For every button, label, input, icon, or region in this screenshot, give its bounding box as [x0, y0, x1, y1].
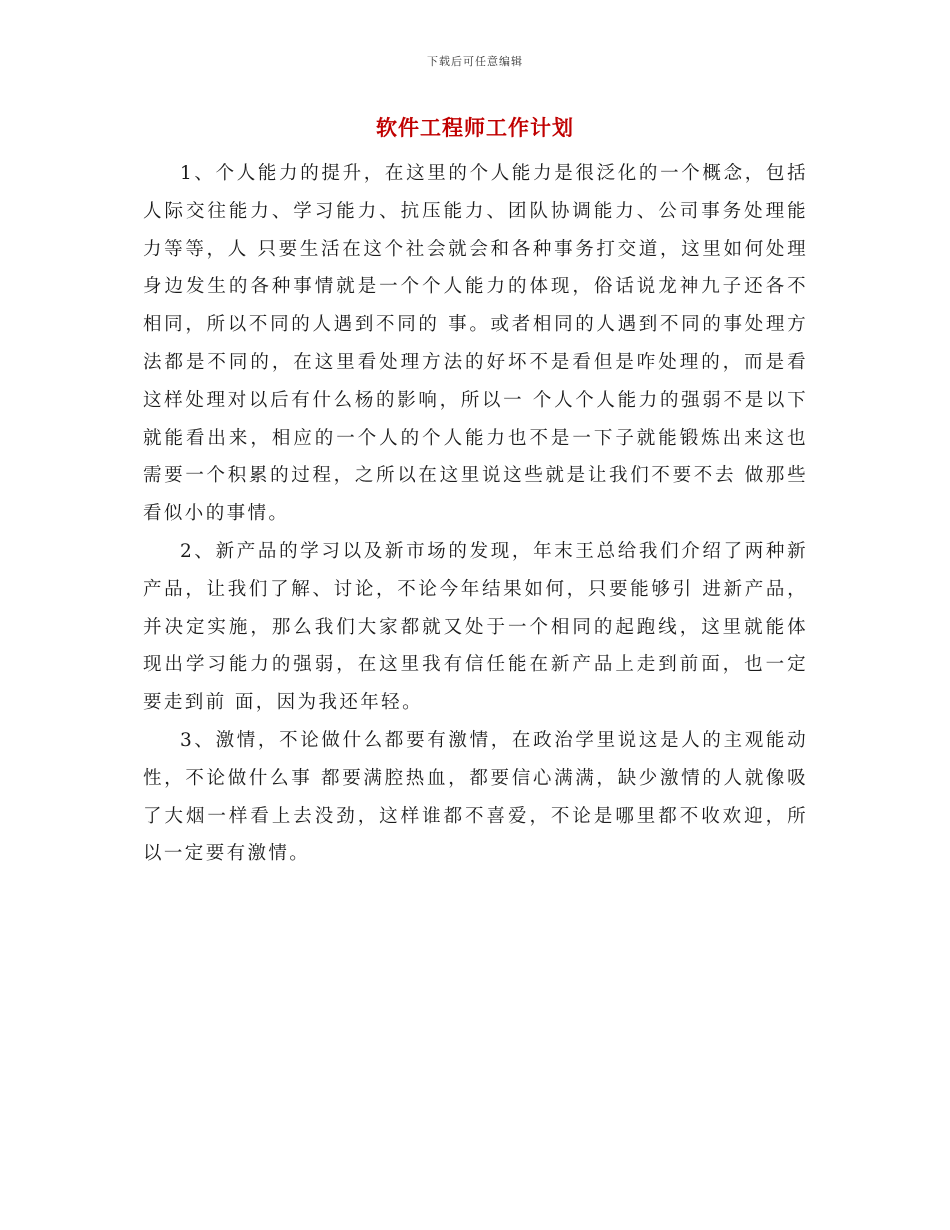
paragraph-2: 2、新产品的学习以及新市场的发现，年末王总给我们介绍了两种新产品，让我们了解、讨论，不论今年结果如何，只要能够引 进新产品，并决定实施，那么我们大家都就又处于一个相同的起跑线，这里就能体现出学习能力的强弱，在这里我有信任能在新产品上走到前面，也一定要走到前 面，因为我还年轻。: [143, 540, 808, 714]
paragraph-1: 1、个人能力的提升，在这里的个人能力是很泛化的一个概念，包括人际交往能力、学习能力、抗压能力、团队协调能力、公司事务处理能力等等，人 只要生活在这个社会就会和各种事务打交道，这里如何处理身边发生的各种事情就是一个个人能力的体现，俗话说龙神九子还各不相同，所以不同的人遇到不同的 事。或者相同的人遇到不同的事处理方法都是不同的，在这里看处理方法的好坏不是看但是咋处理的，而是看这样处理对以后有什么杨的影响，所以一 个人个人能力的强弱不是以下就能看出来，相应的一个人的个人能力也不是一下子就能锻炼出来这也需要一个积累的过程，之所以在这里说这些就是让我们不要不去 做那些看似小的事情。: [143, 163, 808, 525]
header-note: 下载后可任意编辑: [427, 55, 523, 68]
paragraph-3: 3、激情，不论做什么都要有激情，在政治学里说这是人的主观能动性，不论做什么事 都要满腔热血，都要信心满满，缺少激情的人就像吸了大烟一样看上去没劲，这样谁都不喜爱，不论是哪里都不收欢迎，所以一定要有激情。: [143, 729, 808, 865]
document-body: [143, 155, 808, 873]
document-title: 软件工程师工作计划: [376, 116, 574, 140]
